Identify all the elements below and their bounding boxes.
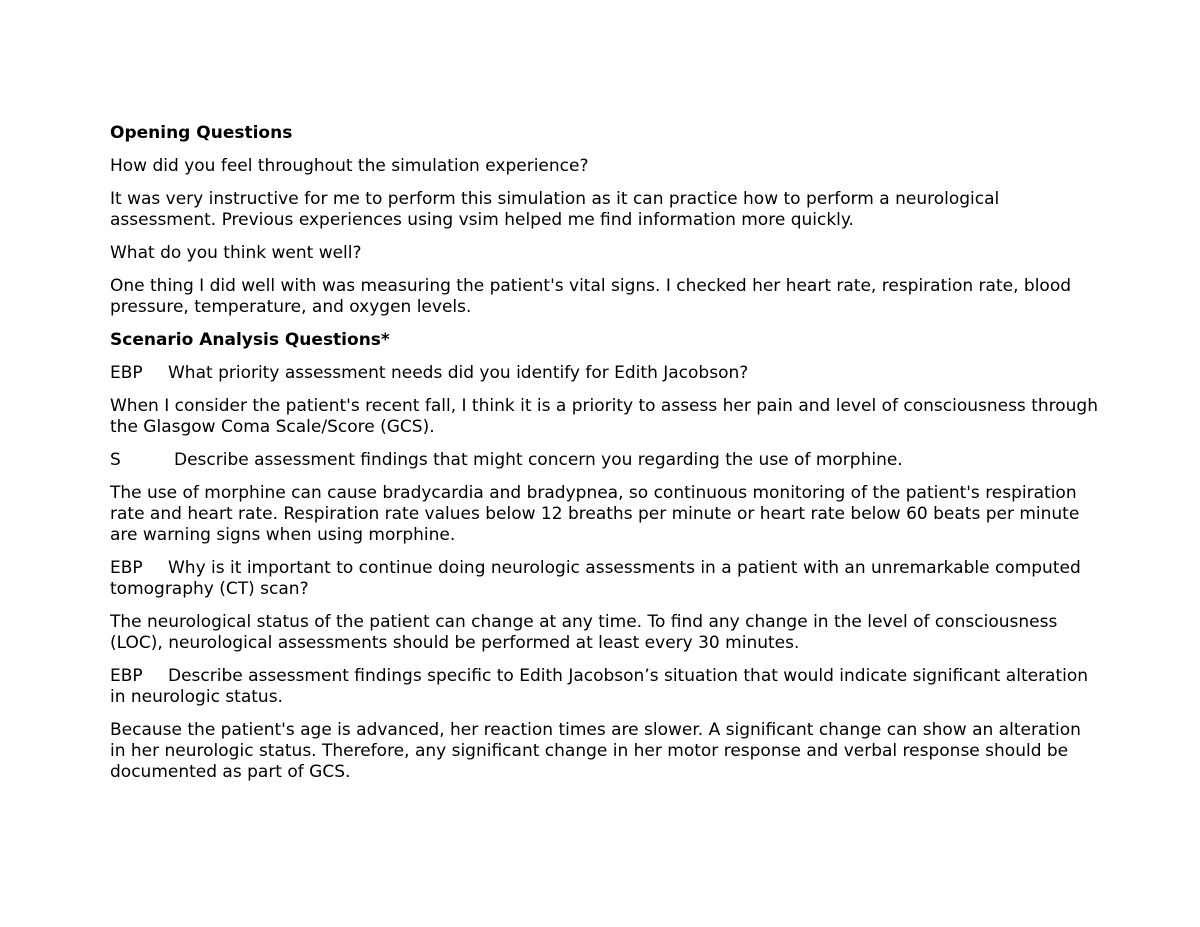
question-text: Why is it important to continue doing neurologic assessments in a patient with an unremarkable computed tomography (CT) scan? [110,558,1081,599]
answer-went-well: One thing I did well with was measuring the patient's vital signs. I checked her heart rate, respiration rate, blood pressure, temperature, and oxygen levels. [110,276,1072,317]
scenario-question-1 [110,363,1100,384]
scenario-answer-1: When I consider the patient's recent fall, I think it is a priority to assess her pain and level of consciousness through the Glasgow Coma Scale/Score (GCS). [110,396,1098,437]
scenario-question-2 [110,450,1100,471]
scenario-analysis-heading: Scenario Analysis Questions* [110,330,390,350]
scenario-question-3 [110,558,1100,600]
question-tag: EBP [110,363,143,383]
scenario-answer-4: Because the patient's age is advanced, her reaction times are slower. A significant change can show an alteration in her neurologic status. Therefore, any significant change in her motor response and verbal response should be documented as part of GCS. [110,720,1081,782]
scenario-question-4 [110,666,1100,708]
question-tag: EBP [110,558,143,578]
question-text: What priority assessment needs did you identify for Edith Jacobson? [168,363,749,383]
document-body [110,123,1100,795]
question-tag: S [110,450,121,470]
opening-questions-heading: Opening Questions [110,123,293,143]
question-went-well: What do you think went well? [110,243,362,263]
scenario-answer-2: The use of morphine can cause bradycardia and bradypnea, so continuous monitoring of the patient's respiration rate and heart rate. Respiration rate values below 12 breaths per minute or heart rate below 60 beats per minute are warning signs when using morphine. [110,483,1080,545]
scenario-answer-3: The neurological status of the patient can change at any time. To find any change in the level of consciousness (LOC), neurological assessments should be performed at least every 30 minutes. [110,612,1058,653]
question-tag: EBP [110,666,143,686]
question-feel: How did you feel throughout the simulation experience? [110,156,589,176]
answer-feel: It was very instructive for me to perform this simulation as it can practice how to perform a neurological assessment. Previous experiences using vsim helped me find information more quickly. [110,189,1000,230]
question-text: Describe assessment findings that might concern you regarding the use of morphine. [174,450,903,470]
question-text: Describe assessment findings specific to Edith Jacobson’s situation that would indicate significant alteration in neurologic status. [110,666,1089,707]
